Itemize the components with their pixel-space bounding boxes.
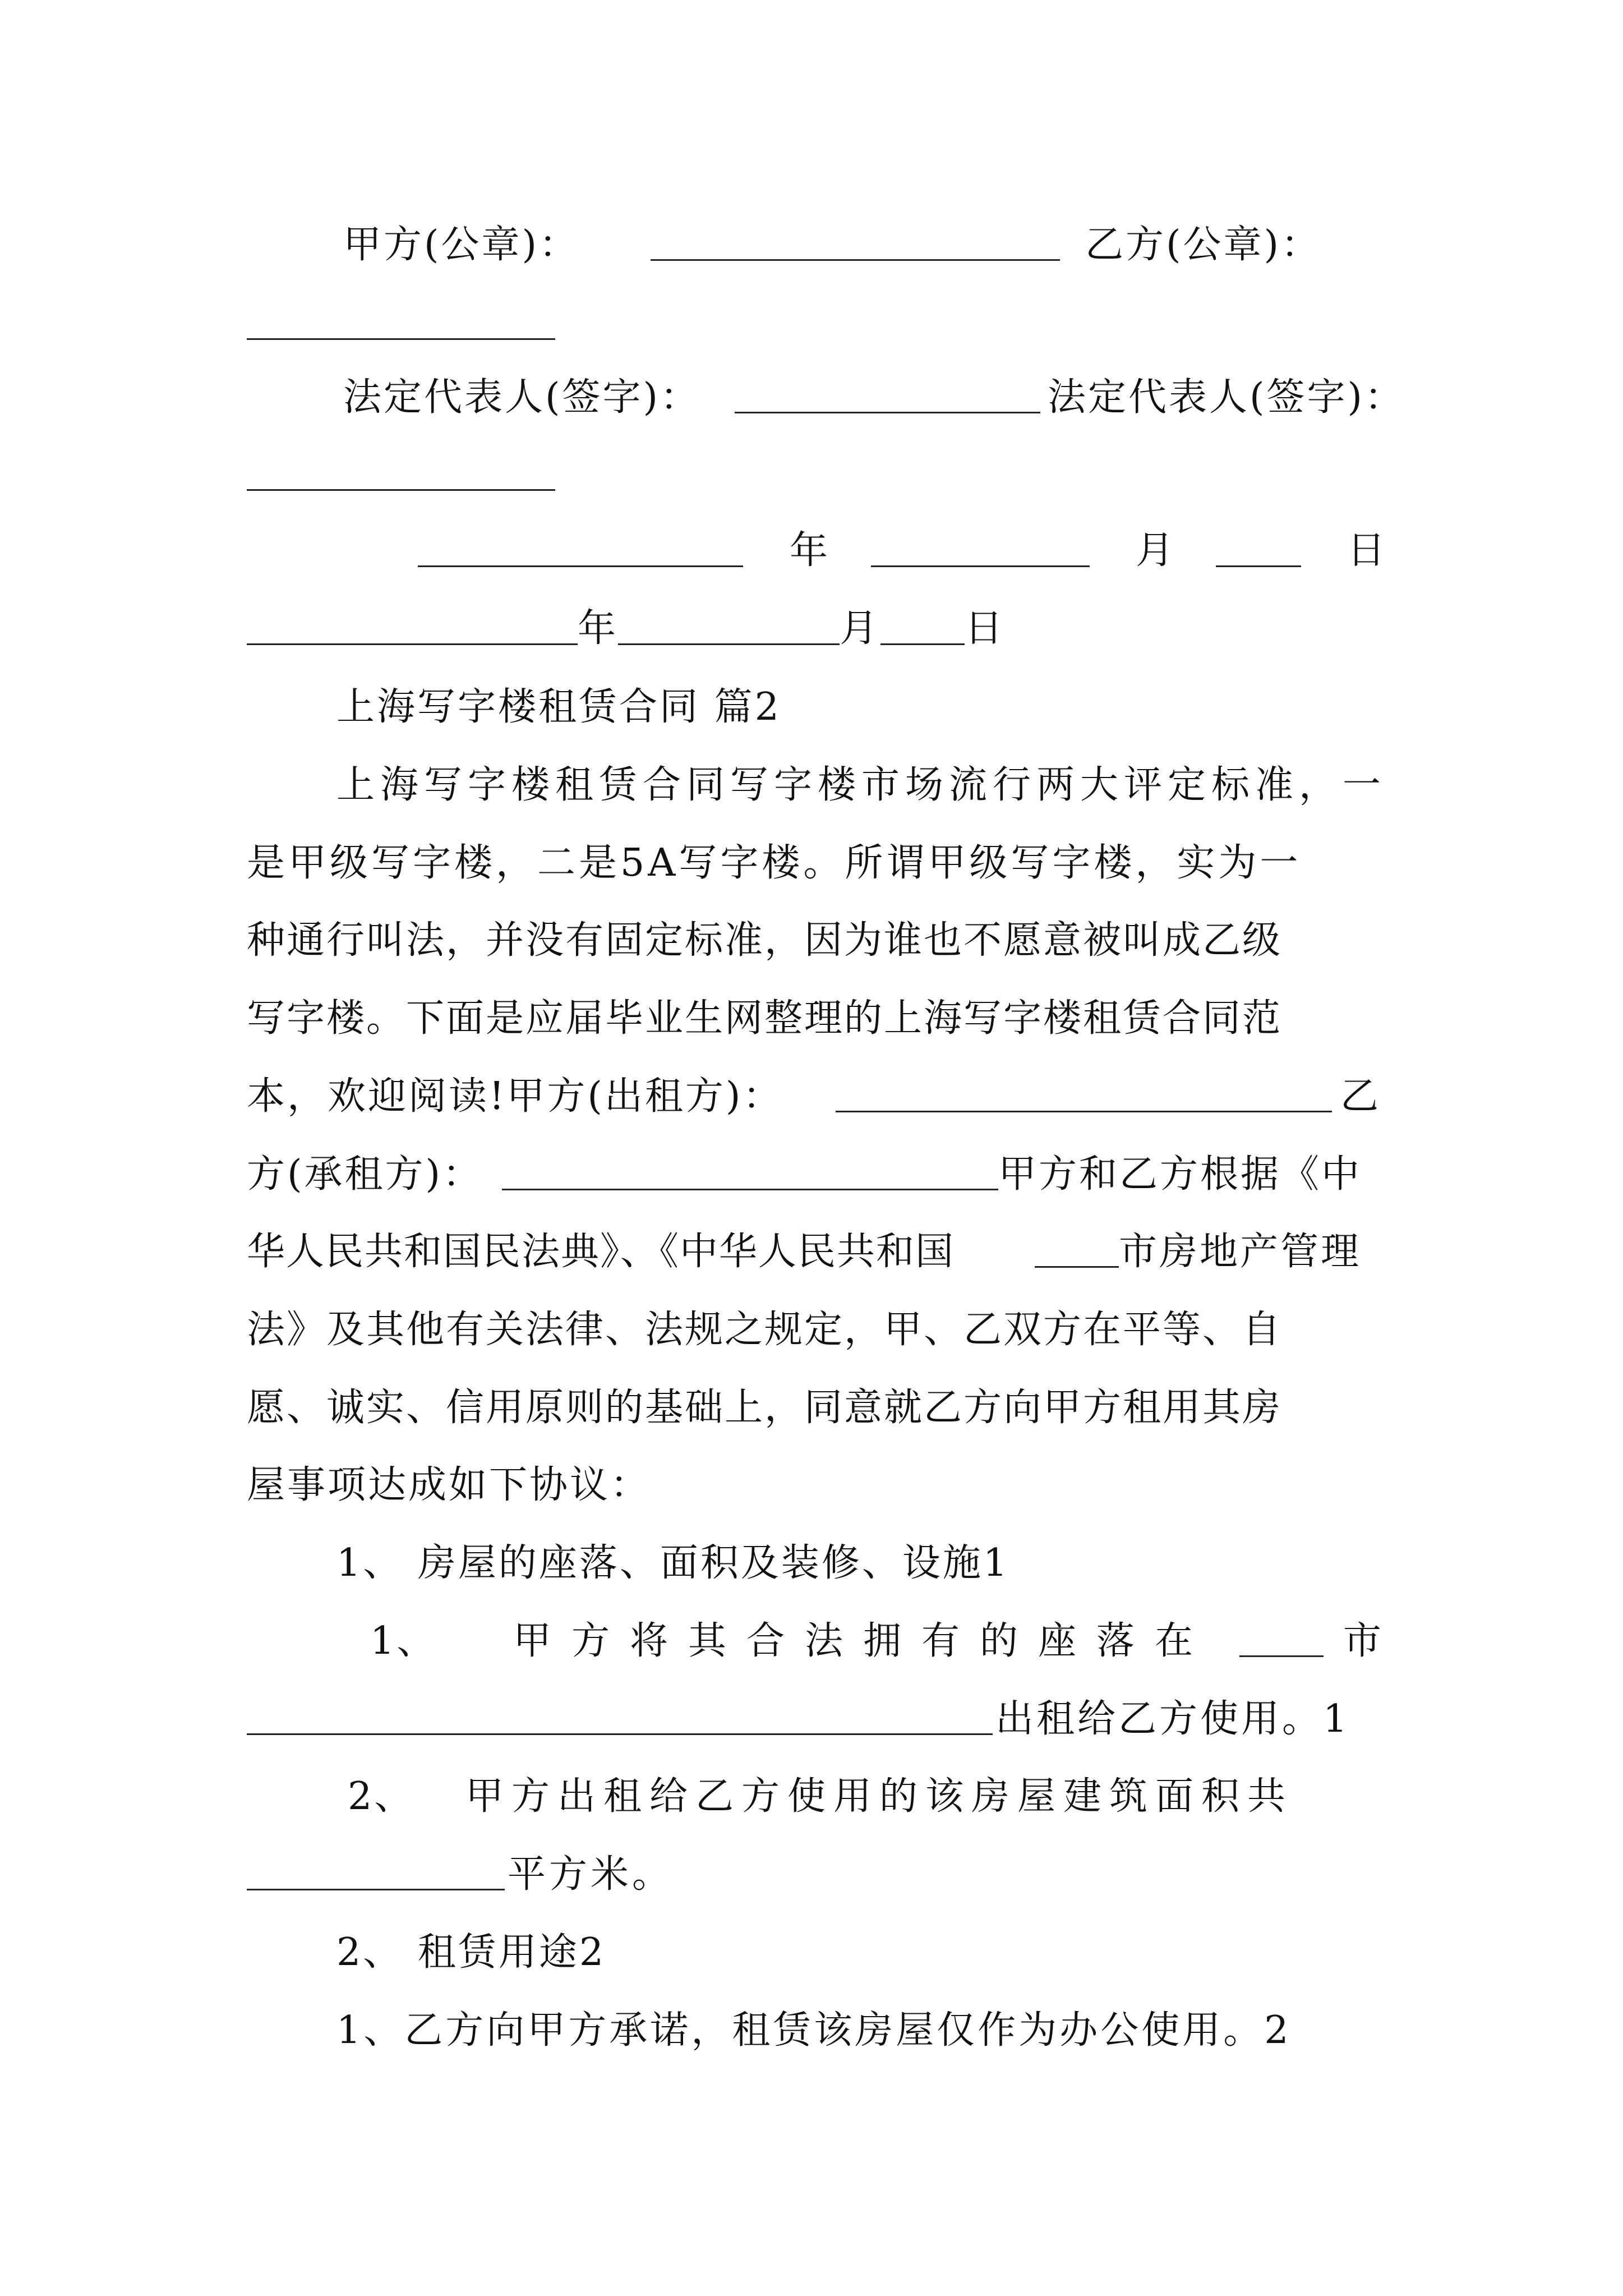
location-address-blank xyxy=(247,1733,993,1735)
location-city-blank xyxy=(1239,1655,1324,1657)
section-1-item-2-end: 平方米。 xyxy=(508,1852,674,1897)
city-blank xyxy=(1035,1266,1119,1268)
party-b-seal-blank xyxy=(247,338,555,340)
section-1-item-2-text: 甲方出租给乙方使用的该房屋建筑面积共 xyxy=(465,1774,1294,1819)
section-1-item-1-text: 甲方将其合法拥有的座落在 xyxy=(513,1619,1214,1663)
section-2-item-1: 1、乙方向甲方承诺，租赁该房屋仅作为办公使用。2 xyxy=(336,2008,1292,2053)
lessee-blank xyxy=(502,1189,998,1190)
section-1-item-1-prefix: 1、 xyxy=(370,1619,437,1663)
intro-line-7a: 华人民共和国民法典》、《中华人民共和国 xyxy=(247,1230,955,1274)
intro-line-7b: 市房地产管理 xyxy=(1119,1230,1362,1274)
intro-line-5a: 本，欢迎阅读!甲方(出租方)： xyxy=(247,1074,783,1119)
rep-b-blank xyxy=(247,489,555,491)
date-a-month-blank xyxy=(871,565,1090,567)
section-1-title: 1、 房屋的座落、面积及装修、设施1 xyxy=(336,1541,1010,1585)
intro-line-9: 愿、诚实、信用原则的基础上，同意就乙方向甲方租用其房 xyxy=(247,1386,1283,1430)
date-b-month: 月 xyxy=(840,606,880,651)
date-b-day-blank xyxy=(880,643,965,645)
section-1-item-1-city: 市 xyxy=(1343,1619,1384,1663)
date-a-year: 年 xyxy=(790,528,831,573)
rep-a-blank xyxy=(735,412,1040,413)
lessor-blank xyxy=(836,1111,1332,1112)
date-a-day: 日 xyxy=(1347,528,1388,573)
party-b-seal-label: 乙方(公章)： xyxy=(1085,223,1322,267)
date-b-day: 日 xyxy=(965,606,1006,651)
intro-line-10: 屋事项达成如下协议： xyxy=(247,1463,651,1507)
date-b-month-blank xyxy=(618,643,840,645)
contract-heading: 上海写字楼租赁合同 篇2 xyxy=(336,685,781,729)
party-a-seal-label: 甲方(公章)： xyxy=(343,223,580,267)
party-a-seal-blank xyxy=(651,259,1060,261)
rep-b-label: 法定代表人(签字)： xyxy=(1048,375,1405,420)
intro-line-1: 上海写字楼租赁合同写字楼市场流行两大评定标准，一 xyxy=(336,763,1387,807)
section-2-title: 2、 租赁用途2 xyxy=(336,1930,606,1975)
rep-a-label: 法定代表人(签字)： xyxy=(343,375,701,420)
area-blank xyxy=(247,1889,505,1890)
intro-line-6a: 方(承租方)： xyxy=(247,1152,483,1197)
intro-line-5b: 乙 xyxy=(1340,1074,1381,1119)
date-a-year-blank xyxy=(418,565,743,567)
date-a-day-blank xyxy=(1216,565,1301,567)
section-1-item-1-end: 出租给乙方使用。1 xyxy=(995,1697,1350,1741)
intro-line-2: 是甲级写字楼，二是5A写字楼。所谓甲级写字楼，实为一 xyxy=(247,841,1302,885)
intro-line-4: 写字楼。下面是应届毕业生网整理的上海写字楼租赁合同范 xyxy=(247,996,1283,1041)
intro-line-8: 法》及其他有关法律、法规之规定，甲、乙双方在平等、自 xyxy=(247,1308,1283,1352)
intro-line-6b: 甲方和乙方根据《中 xyxy=(998,1152,1362,1197)
section-1-item-2-prefix: 2、 xyxy=(348,1774,415,1819)
intro-line-3: 种通行叫法，并没有固定标准，因为谁也不愿意被叫成乙级 xyxy=(247,918,1283,963)
date-a-month: 月 xyxy=(1136,528,1177,573)
date-b-year: 年 xyxy=(578,606,619,651)
date-b-year-blank xyxy=(247,643,578,645)
